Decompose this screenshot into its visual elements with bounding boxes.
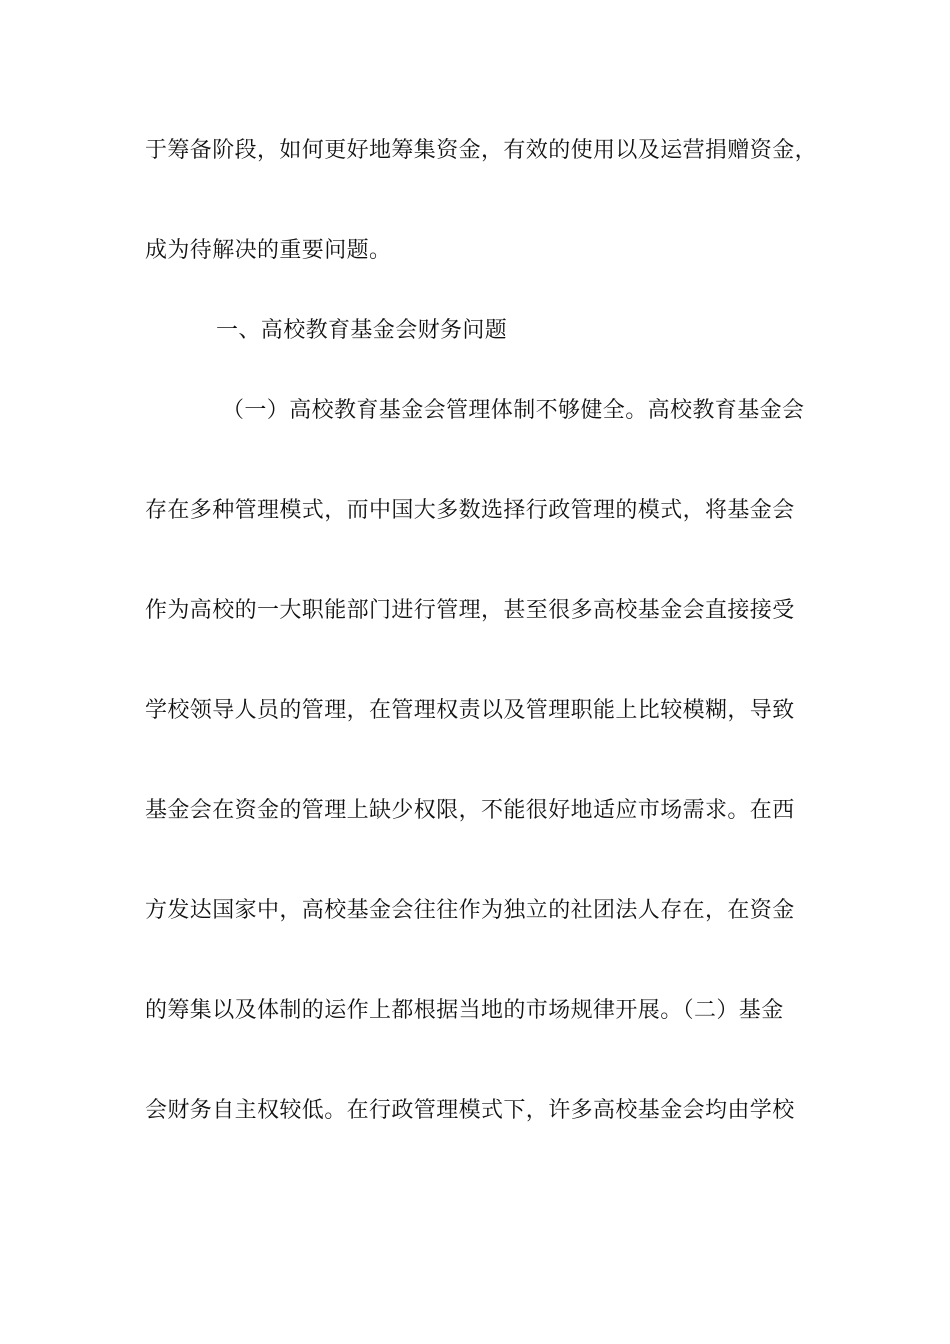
paragraph-line-1: 于筹备阶段，如何更好地筹集资金，有效的使用以及运营捐赠资金， [145, 138, 818, 163]
paragraph-line-5: 存在多种管理模式，而中国大多数选择行政管理的模式，将基金会 [145, 498, 795, 523]
paragraph-line-2: 成为待解决的重要问题。 [145, 238, 392, 263]
paragraph-line-11: 会财务自主权较低。在行政管理模式下，许多高校基金会均由学校 [145, 1098, 795, 1123]
subsection-heading-line: （一）高校教育基金会管理体制不够健全。高校教育基金会 [222, 398, 805, 423]
paragraph-line-7: 学校领导人员的管理，在管理权责以及管理职能上比较模糊，导致 [145, 698, 795, 723]
paragraph-line-6: 作为高校的一大职能部门进行管理，甚至很多高校基金会直接接受 [145, 598, 795, 623]
paragraph-line-8: 基金会在资金的管理上缺少权限，不能很好地适应市场需求。在西 [145, 798, 795, 823]
paragraph-line-9: 方发达国家中，高校基金会往往作为独立的社团法人存在，在资金 [145, 898, 795, 923]
section-heading: 一、高校教育基金会财务问题 [216, 318, 508, 343]
paragraph-line-10: 的筹集以及体制的运作上都根据当地的市场规律开展。（二）基金 [145, 998, 784, 1023]
